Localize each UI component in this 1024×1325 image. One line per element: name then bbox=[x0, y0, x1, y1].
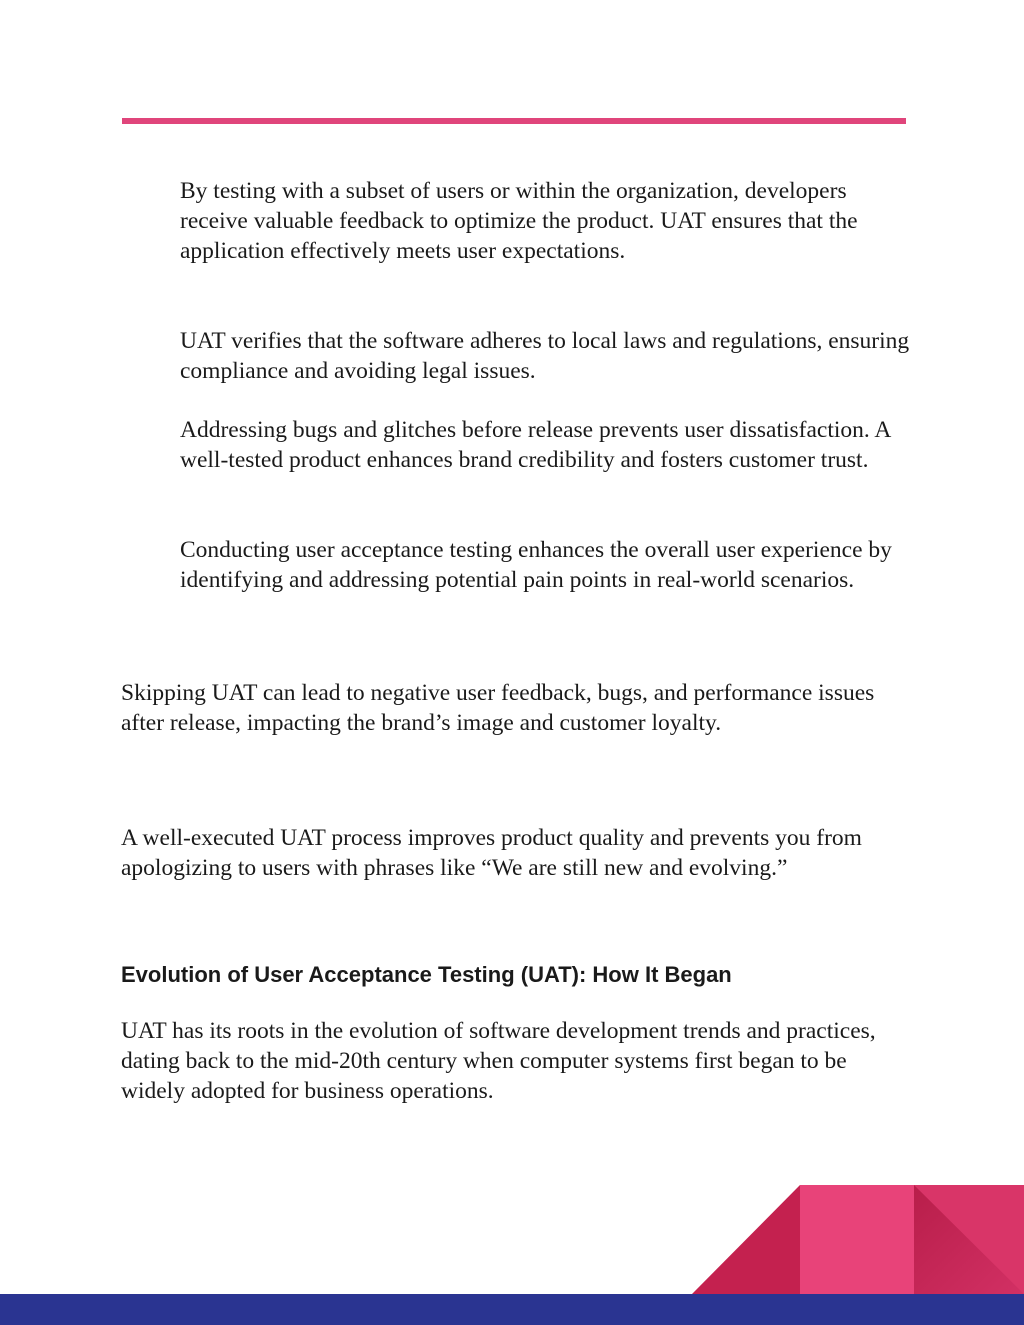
body-paragraph-compliance: UAT verifies that the software adheres to local laws and regulations, ensuring compliance and avoiding legal issues. bbox=[180, 328, 910, 384]
body-paragraph-feedback: By testing with a subset of users or within the organization, developers receive valuable feedback to optimize the product. UAT ensures that the application effectively meets user expectations. bbox=[180, 178, 858, 264]
body-paragraph-bugs: Addressing bugs and glitches before release prevents user dissatisfaction. A well-tested product enhances brand credibility and fosters customer trust. bbox=[180, 417, 891, 473]
decor-pink-square bbox=[800, 1185, 914, 1294]
body-paragraph-well-executed: A well-executed UAT process improves product quality and prevents you from apologizing to users with phrases like “We are still new and evolving.” bbox=[121, 825, 862, 881]
section-heading: Evolution of User Acceptance Testing (UAT): How It Began bbox=[121, 962, 732, 987]
body-paragraph-experience: Conducting user acceptance testing enhances the overall user experience by identifying and addressing potential pain points in real-world scenarios. bbox=[180, 537, 892, 593]
footer-bar bbox=[0, 1294, 1024, 1325]
decor-crimson-triangle bbox=[692, 1185, 800, 1294]
top-accent-rule bbox=[122, 118, 906, 124]
section-paragraph: UAT has its roots in the evolution of software development trends and practices, dating back to the mid-20th century when computer systems first began to be widely adopted for business operations. bbox=[121, 1018, 876, 1104]
body-paragraph-skipping-uat: Skipping UAT can lead to negative user feedback, bugs, and performance issues after release, impacting the brand’s image and customer loyalty. bbox=[121, 680, 875, 736]
